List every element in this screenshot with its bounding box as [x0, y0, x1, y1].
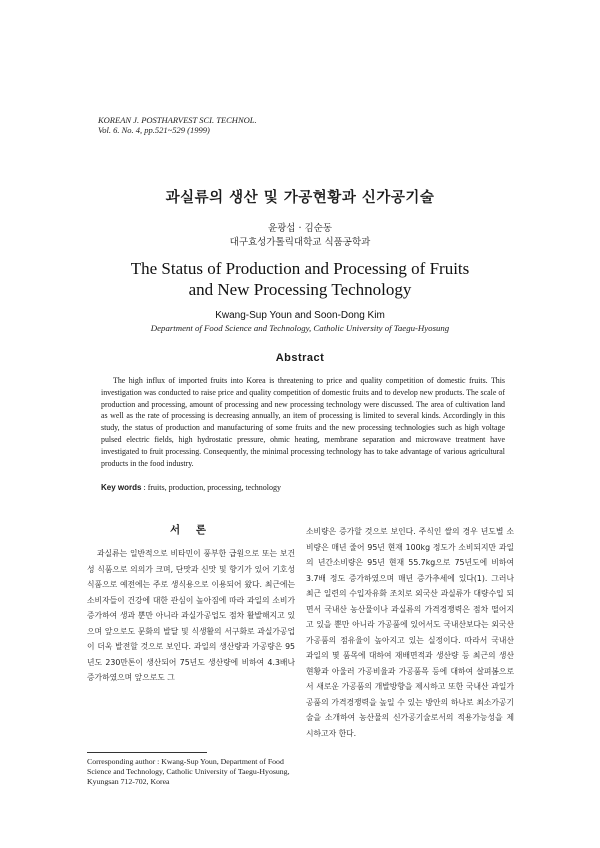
- english-title-line1: The Status of Production and Processing of Fruits: [130, 259, 470, 278]
- english-authors: Kwang-Sup Youn and Soon-Dong Kim: [215, 310, 385, 321]
- english-title-line2: and New Processing Technology: [188, 280, 412, 299]
- english-title: [0, 258, 600, 300]
- english-affiliation: Department of Food Science and Technology, Catholic University of Taegu-Hyosung: [150, 323, 450, 333]
- keywords-text: : fruits, production, processing, technology: [141, 483, 281, 492]
- abstract-heading: Abstract: [275, 352, 325, 364]
- body-column-left: 과실류는 일반적으로 비타민이 풍부한 급원으로 또는 보건성 식품으로 의의가 크며, 단맛과 신맛 및 향기가 있어 기호성 식품으로 예전에는 주로 생식용으로 이용되어 왔다. 최근에는 소비자들이 건강에 대한 관심이 높아짐에 따라 과일의 소비가 증가하여 생과 뿐만 아니라 과실가공업도 점차 활발해지고 있으며 앞으로도 문화의 발달 및 식생활의 서구화로 과실가공업이 더욱 발전할 것으로 보인다. 과일의 생산량과 가공량은 95년도 230만톤이 생산되어 75년도 생산량에 비하여 4.3배나 증가하였으며 앞으로도 그: [87, 549, 295, 682]
- korean-title: 과실류의 생산 및 가공현황과 신가공기술: [165, 190, 435, 206]
- abstract-body: The high influx of imported fruits into Korea is threatening to price and quality competition of domestic fruits. This investigation was conducted to raise price and quality competition of domestic fruits and to develop new products. The scale of production and processing, amount of processing and new processing technology were discussed. The area of cultivation land as well as the rate of processing is decreasing annually, an item of processing is limited to several kinds. Accordingly in this study, the status of production and manufacturing of some fruits and the new processing technologies such as high voltage pulsed electric fields, high hydrostatic pressure, ohmic heating, membrane separation and microwave treatment have investigated to fruit processing. Consequently, the minimal processing technology has to take advantage of various agricultural products in the food industry.: [101, 376, 505, 468]
- journal-volume: Vol. 6. No. 4, pp.521~529 (1999): [98, 125, 210, 135]
- keywords-label: Key words: [101, 483, 142, 492]
- korean-affiliation: 대구효성가톨릭대학교 식품공학과: [229, 237, 371, 248]
- korean-author-block: [0, 222, 600, 250]
- section-heading-introduction: 서 론: [170, 524, 212, 536]
- footnote-divider: [87, 752, 207, 753]
- corresponding-author-footnote: Corresponding author : Kwang-Sup Youn, Department of Food Science and Technology, Catholic University of Taegu-Hyosung, Kyungsan 712-702, Korea: [87, 757, 290, 786]
- journal-header: [98, 115, 257, 135]
- body-column-right: 소비량은 증가할 것으로 보인다. 주식인 쌀의 경우 년도별 소비량은 매년 줄어 95년 현재 100kg 정도가 소비되지만 과일의 년간소비량은 95년 현재 55.7kg으로 75년도에 비하여 3.7배 정도 증가하였으며 매년 증가추세에 있다(1). 그러나 최근 일련의 수입자유화 조치로 외국산 과실류가 대량수입 되면서 국내산 농산물이나 과실류의 가격경쟁력은 점차 떨어지고 있을 뿐만 아니라 가공품에 있어서도 국내산보다는 외국산 가공품의 점유율이 높아지고 있는 실정이다. 따라서 국내산 과일의 몇 품목에 대하여 재배면적과 생산량 등 최근의 생산현황과 아울러 가공비율과 가공품목 등에 대하여 살펴봄으로서 새로운 가공품의 개발방향을 제시하고 또한 국내산 과일가공품의 가격경쟁력을 높일 수 있는 방안의 하나로 최소가공기술을 소개하여 농산물의 신가공기술로서의 적용가능성을 제시하고자 한다.: [306, 527, 514, 738]
- keywords-line: [101, 483, 281, 492]
- korean-authors: 윤광섭 · 김순동: [267, 223, 333, 234]
- journal-name: KOREAN J. POSTHARVEST SCI. TECHNOL.: [98, 115, 257, 125]
